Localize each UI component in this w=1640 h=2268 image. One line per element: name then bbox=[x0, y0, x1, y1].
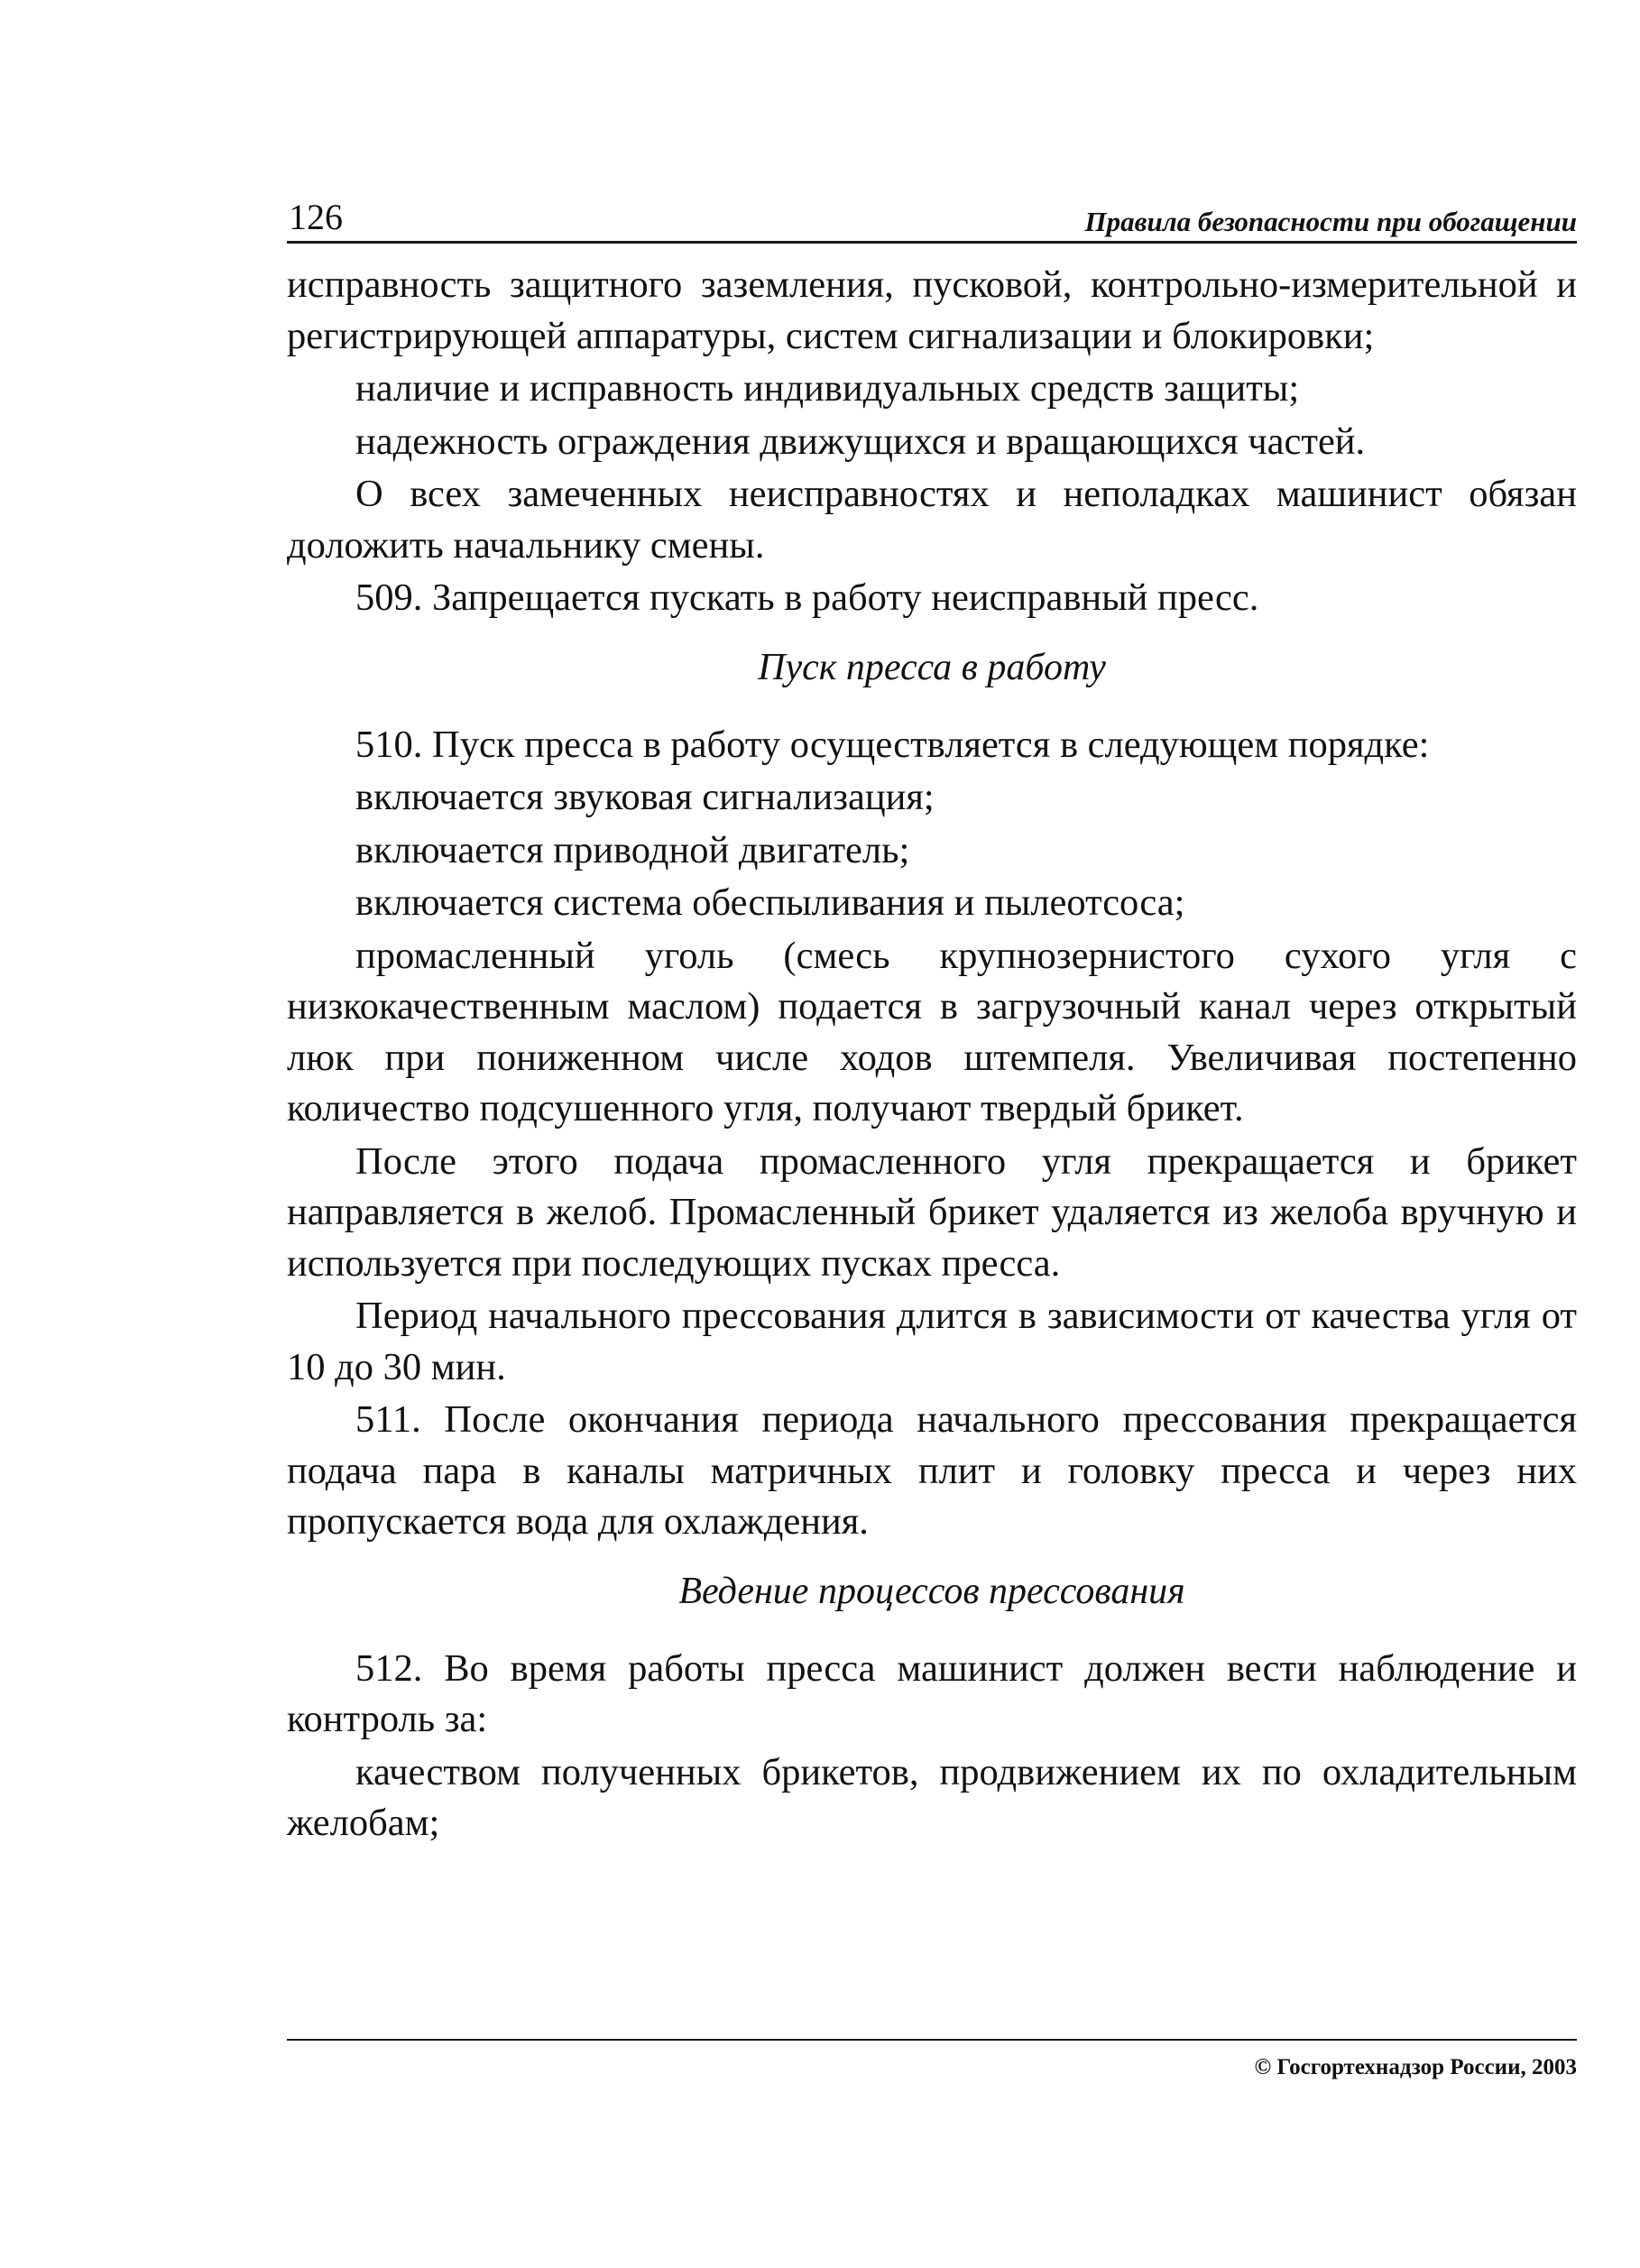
paragraph: включается приводной двигатель; bbox=[355, 828, 910, 871]
page-body bbox=[287, 260, 1577, 1849]
paragraph: промасленный уголь (смесь крупнозернистого сухого угля с низкокачественным маслом) подается в загрузочный канал через открытый люк при пониженном числе ходов штемпеля. Увеличивая постепенно количество подсушенного угля, получают твердый брикет. bbox=[287, 934, 1577, 1129]
paragraph: включается звуковая сигнализация; bbox=[355, 776, 935, 818]
paragraph: качеством полученных брикетов, продвижением их по охладительным желобам; bbox=[287, 1750, 1577, 1844]
paragraph: исправность защитного заземления, пусковой, контрольно-измерительной и регистрирующей аппаратуры, систем сигнализации и блокировки; bbox=[287, 263, 1577, 357]
paragraph: наличие и исправность индивидуальных средств защиты; bbox=[355, 367, 1300, 410]
copyright-notice: © Госгортехнадзор России, 2003 bbox=[1254, 2055, 1577, 2079]
document-page bbox=[287, 185, 1577, 1851]
paragraph: 510. Пуск пресса в работу осуществляется в следующем порядке: bbox=[355, 723, 1430, 766]
paragraph: Период начального прессования длится в зависимости от качества угля от 10 до 30 мин. bbox=[287, 1295, 1577, 1388]
paragraph: надежность ограждения движущихся и вращающихся частей. bbox=[355, 419, 1366, 463]
paragraph: включается система обеспыливания и пылеотсоса; bbox=[355, 881, 1185, 924]
paragraph: 511. После окончания периода начального прессования прекращается подача пара в каналы матричных плит и головку пресса и через них пропускается вода для охлаждения. bbox=[287, 1398, 1577, 1543]
footer-divider bbox=[287, 2039, 1577, 2041]
page-footer bbox=[287, 2039, 1577, 2080]
page-number: 126 bbox=[289, 197, 343, 237]
section-heading: Пуск пресса в работу bbox=[758, 646, 1106, 688]
running-title: Правила безопасности при обогащении bbox=[1084, 206, 1577, 237]
page-header bbox=[287, 185, 1577, 244]
paragraph: О всех замеченных неисправностях и неполадках машинист обязан доложить начальнику смены. bbox=[287, 473, 1577, 567]
paragraph: 512. Во время работы пресса машинист должен вести наблюдение и контроль за: bbox=[287, 1646, 1577, 1740]
paragraph: 509. Запрещается пускать в работу неисправный пресс. bbox=[355, 576, 1259, 619]
section-heading: Ведение процессов прессования bbox=[678, 1570, 1185, 1612]
paragraph: После этого подача промасленного угля прекращается и брикет направляется в желоб. Промасленный брикет удаляется из желоба вручную и используется при последующих пусках пресса. bbox=[287, 1139, 1577, 1285]
